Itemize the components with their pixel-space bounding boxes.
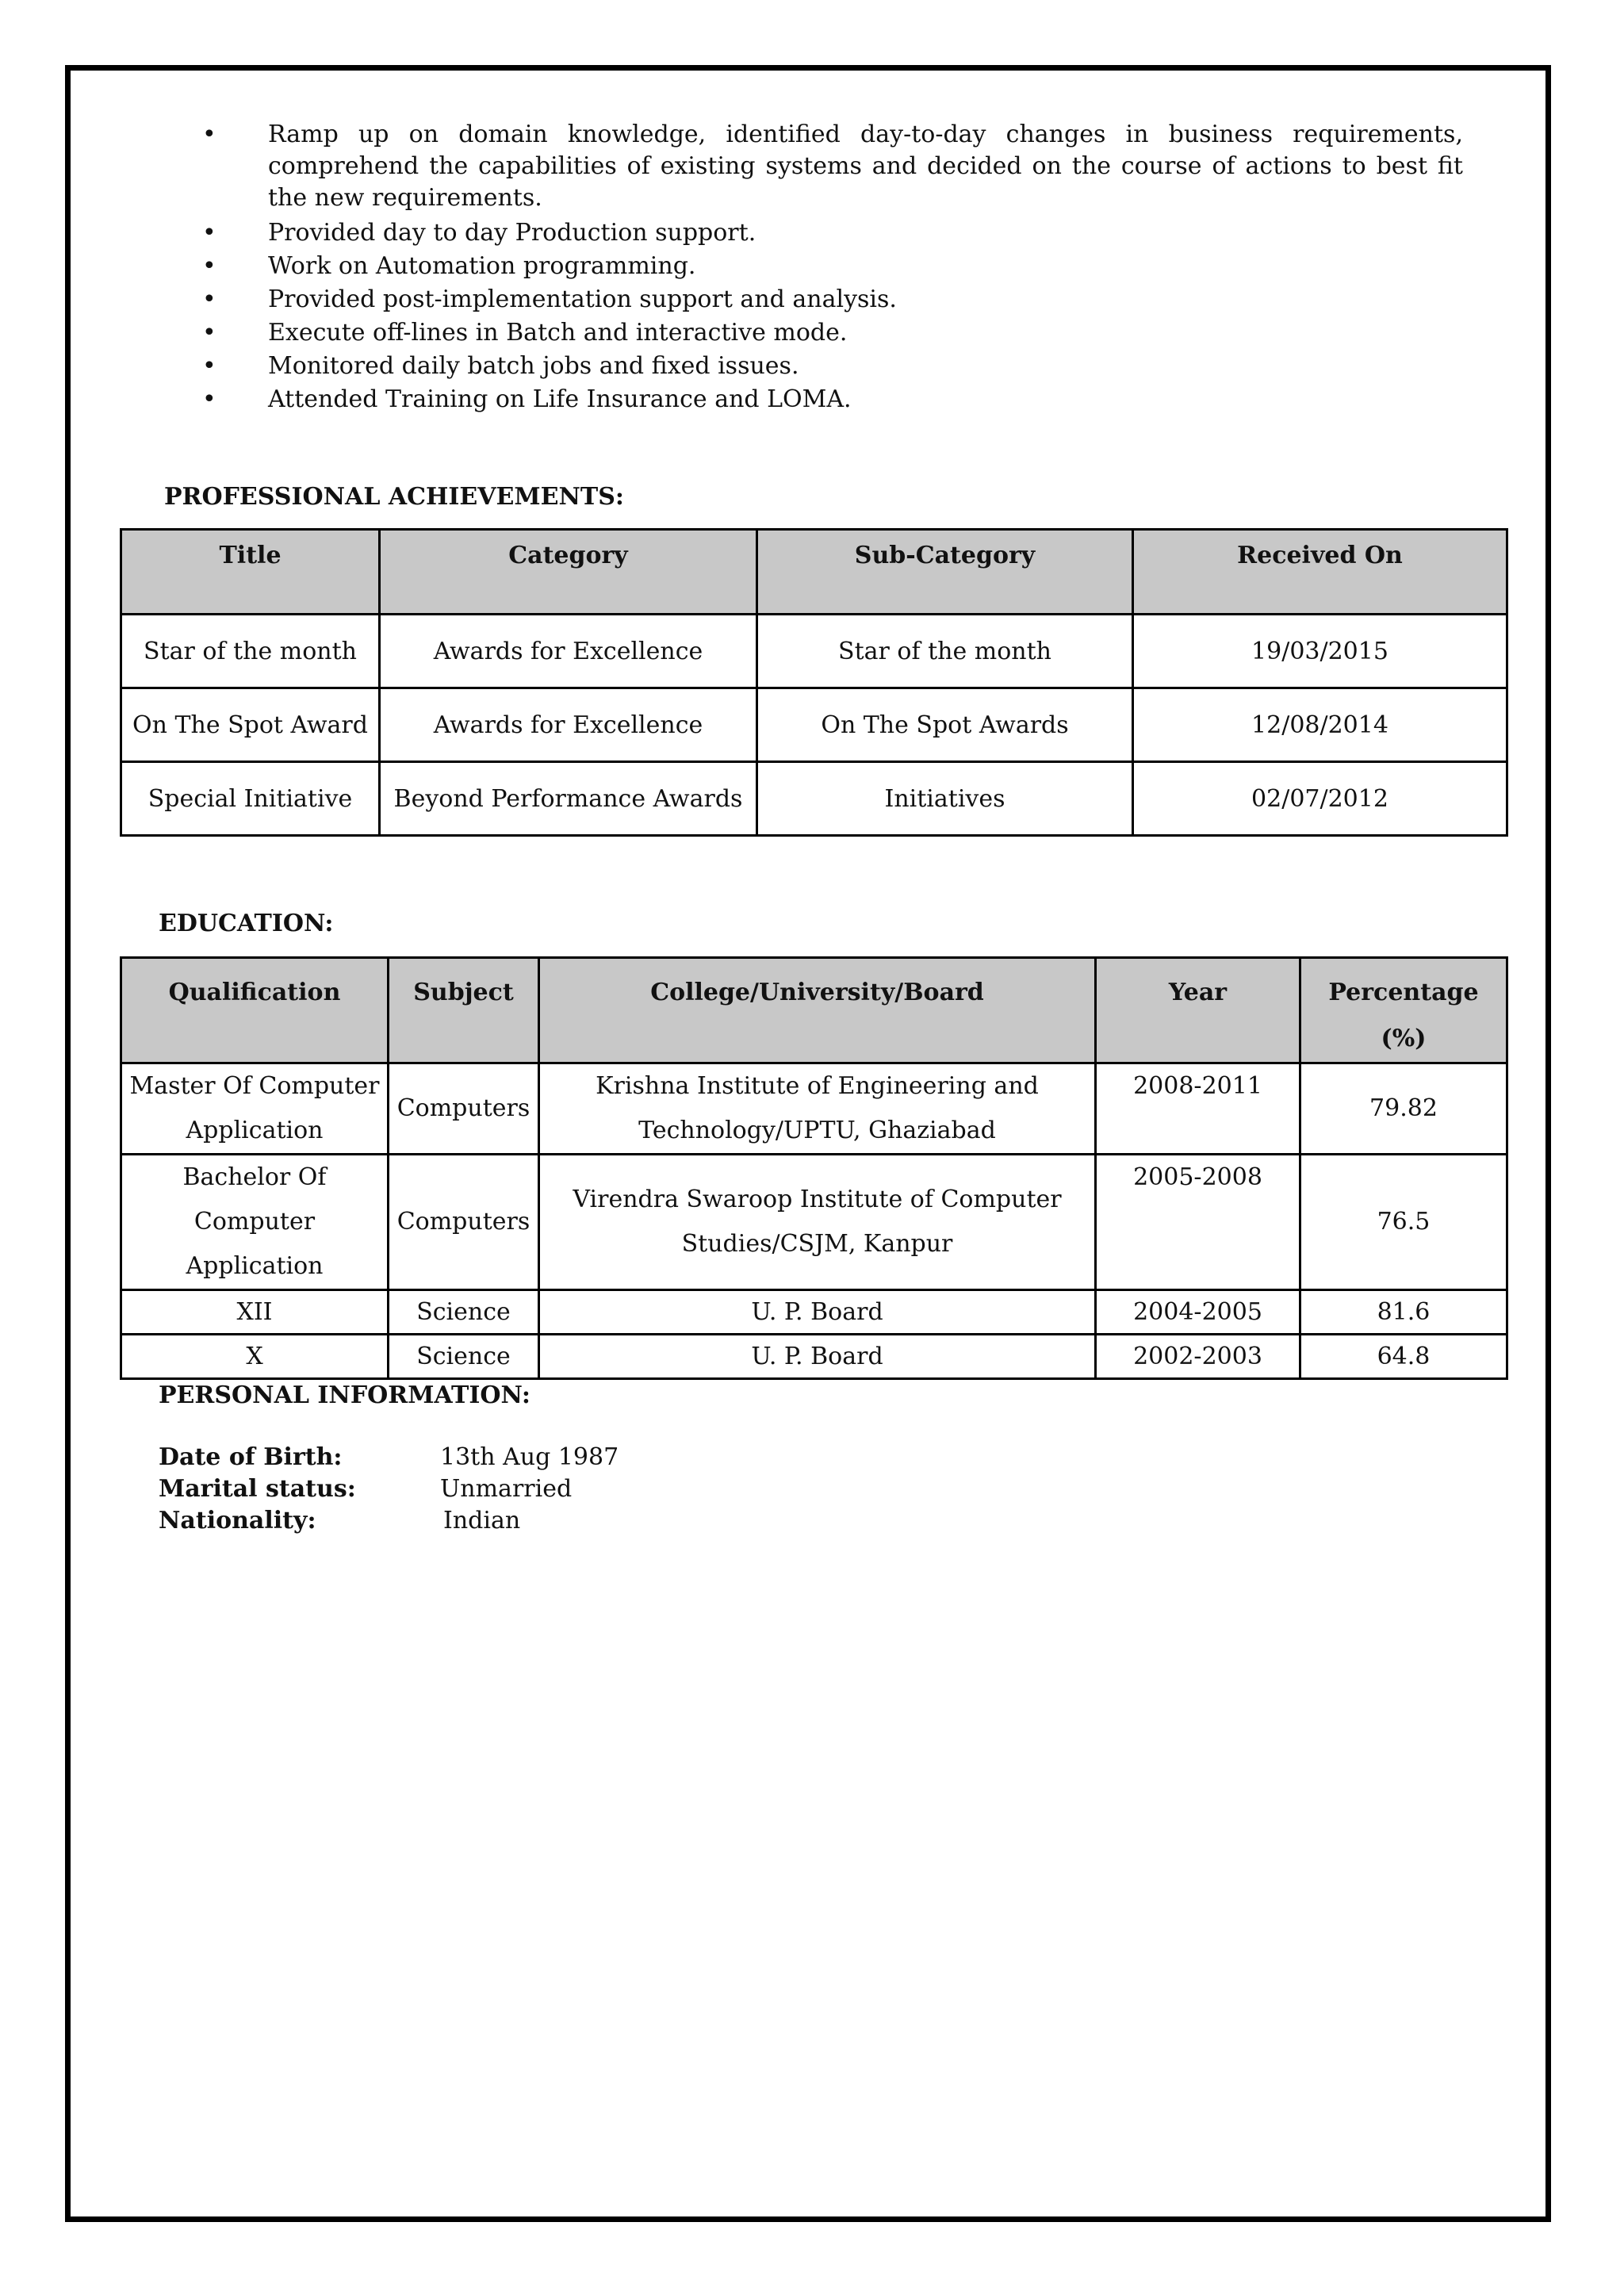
list-item: • Attended Training on Life Insurance and LOMA. (202, 384, 1463, 416)
table-cell: 12/08/2014 (1133, 688, 1507, 762)
list-item: • Work on Automation programming. (202, 251, 1463, 282)
education-heading: EDUCATION: (159, 910, 334, 937)
table-cell: Awards for Excellence (380, 615, 757, 688)
column-header: Subject (389, 958, 539, 1063)
table-header-row (121, 530, 1507, 615)
table-row (121, 1335, 1507, 1379)
table-row (121, 1155, 1507, 1290)
table-cell: U. P. Board (539, 1290, 1096, 1335)
nationality-row (159, 1505, 619, 1537)
dob-value: 13th Aug 1987 (440, 1443, 619, 1471)
table-cell: 64.8 (1300, 1335, 1507, 1379)
personal-info (159, 1442, 619, 1537)
table-cell: U. P. Board (539, 1335, 1096, 1379)
achievements-heading: PROFESSIONAL ACHIEVEMENTS: (164, 483, 624, 511)
column-header: Sub-Category (757, 530, 1133, 615)
achievements-table (120, 528, 1508, 837)
table-cell: Initiatives (757, 762, 1133, 836)
responsibilities-list (202, 119, 1463, 417)
table-cell: Star of the month (121, 615, 380, 688)
table-cell: Awards for Excellence (380, 688, 757, 762)
column-header: Year (1096, 958, 1300, 1063)
list-item: • Provided day to day Production support. (202, 217, 1463, 249)
marital-label: Marital status: (159, 1475, 356, 1503)
table-cell: On The Spot Awards (757, 688, 1133, 762)
list-item: • Execute off-lines in Batch and interactive mode. (202, 317, 1463, 349)
table-cell: Krishna Institute of Engineering and Technology/UPTU, Ghaziabad (539, 1063, 1096, 1155)
dob-row (159, 1442, 619, 1473)
table-cell: Beyond Performance Awards (380, 762, 757, 836)
table-row (121, 688, 1507, 762)
column-header: Percentage (%) (1300, 958, 1507, 1063)
table-cell: Master Of Computer Application (121, 1063, 389, 1155)
nationality-label: Nationality: (159, 1507, 316, 1534)
table-cell: Special Initiative (121, 762, 380, 836)
education-table (120, 956, 1508, 1380)
column-header: Title (121, 530, 380, 615)
table-cell: Virendra Swaroop Institute of Computer Studies/CSJM, Kanpur (539, 1155, 1096, 1290)
column-header: College/University/Board (539, 958, 1096, 1063)
table-cell: 76.5 (1300, 1155, 1507, 1290)
dob-label: Date of Birth: (159, 1443, 343, 1471)
table-cell: On The Spot Award (121, 688, 380, 762)
table-cell: 2005-2008 (1096, 1155, 1300, 1290)
list-item: • Provided post-implementation support and analysis. (202, 284, 1463, 316)
table-cell: Computers (389, 1063, 539, 1155)
table-cell: 2008-2011 (1096, 1063, 1300, 1155)
table-header-row (121, 958, 1507, 1063)
personal-info-heading: PERSONAL INFORMATION: (159, 1381, 530, 1409)
marital-value: Unmarried (440, 1475, 573, 1503)
table-row (121, 615, 1507, 688)
table-cell: Science (389, 1335, 539, 1379)
marital-row (159, 1473, 619, 1505)
table-cell: 19/03/2015 (1133, 615, 1507, 688)
column-header: Qualification (121, 958, 389, 1063)
table-cell: Bachelor Of Computer Application (121, 1155, 389, 1290)
column-header: Category (380, 530, 757, 615)
table-cell: X (121, 1335, 389, 1379)
table-cell: 2004-2005 (1096, 1290, 1300, 1335)
table-cell: Computers (389, 1155, 539, 1290)
table-cell: Star of the month (757, 615, 1133, 688)
table-row (121, 762, 1507, 836)
table-cell: Science (389, 1290, 539, 1335)
column-header: Received On (1133, 530, 1507, 615)
table-cell: XII (121, 1290, 389, 1335)
table-row (121, 1290, 1507, 1335)
table-cell: 02/07/2012 (1133, 762, 1507, 836)
table-cell: 81.6 (1300, 1290, 1507, 1335)
table-cell: 79.82 (1300, 1063, 1507, 1155)
table-row (121, 1063, 1507, 1155)
nationality-value: Indian (443, 1507, 521, 1534)
table-cell: 2002-2003 (1096, 1335, 1300, 1379)
list-item: • Monitored daily batch jobs and fixed issues. (202, 351, 1463, 382)
list-item: • Ramp up on domain knowledge, identified day-to-day changes in business requirements, comprehend the capabilities of existing systems and decided on the course of actions to best fit the new requirements. (202, 119, 1463, 214)
